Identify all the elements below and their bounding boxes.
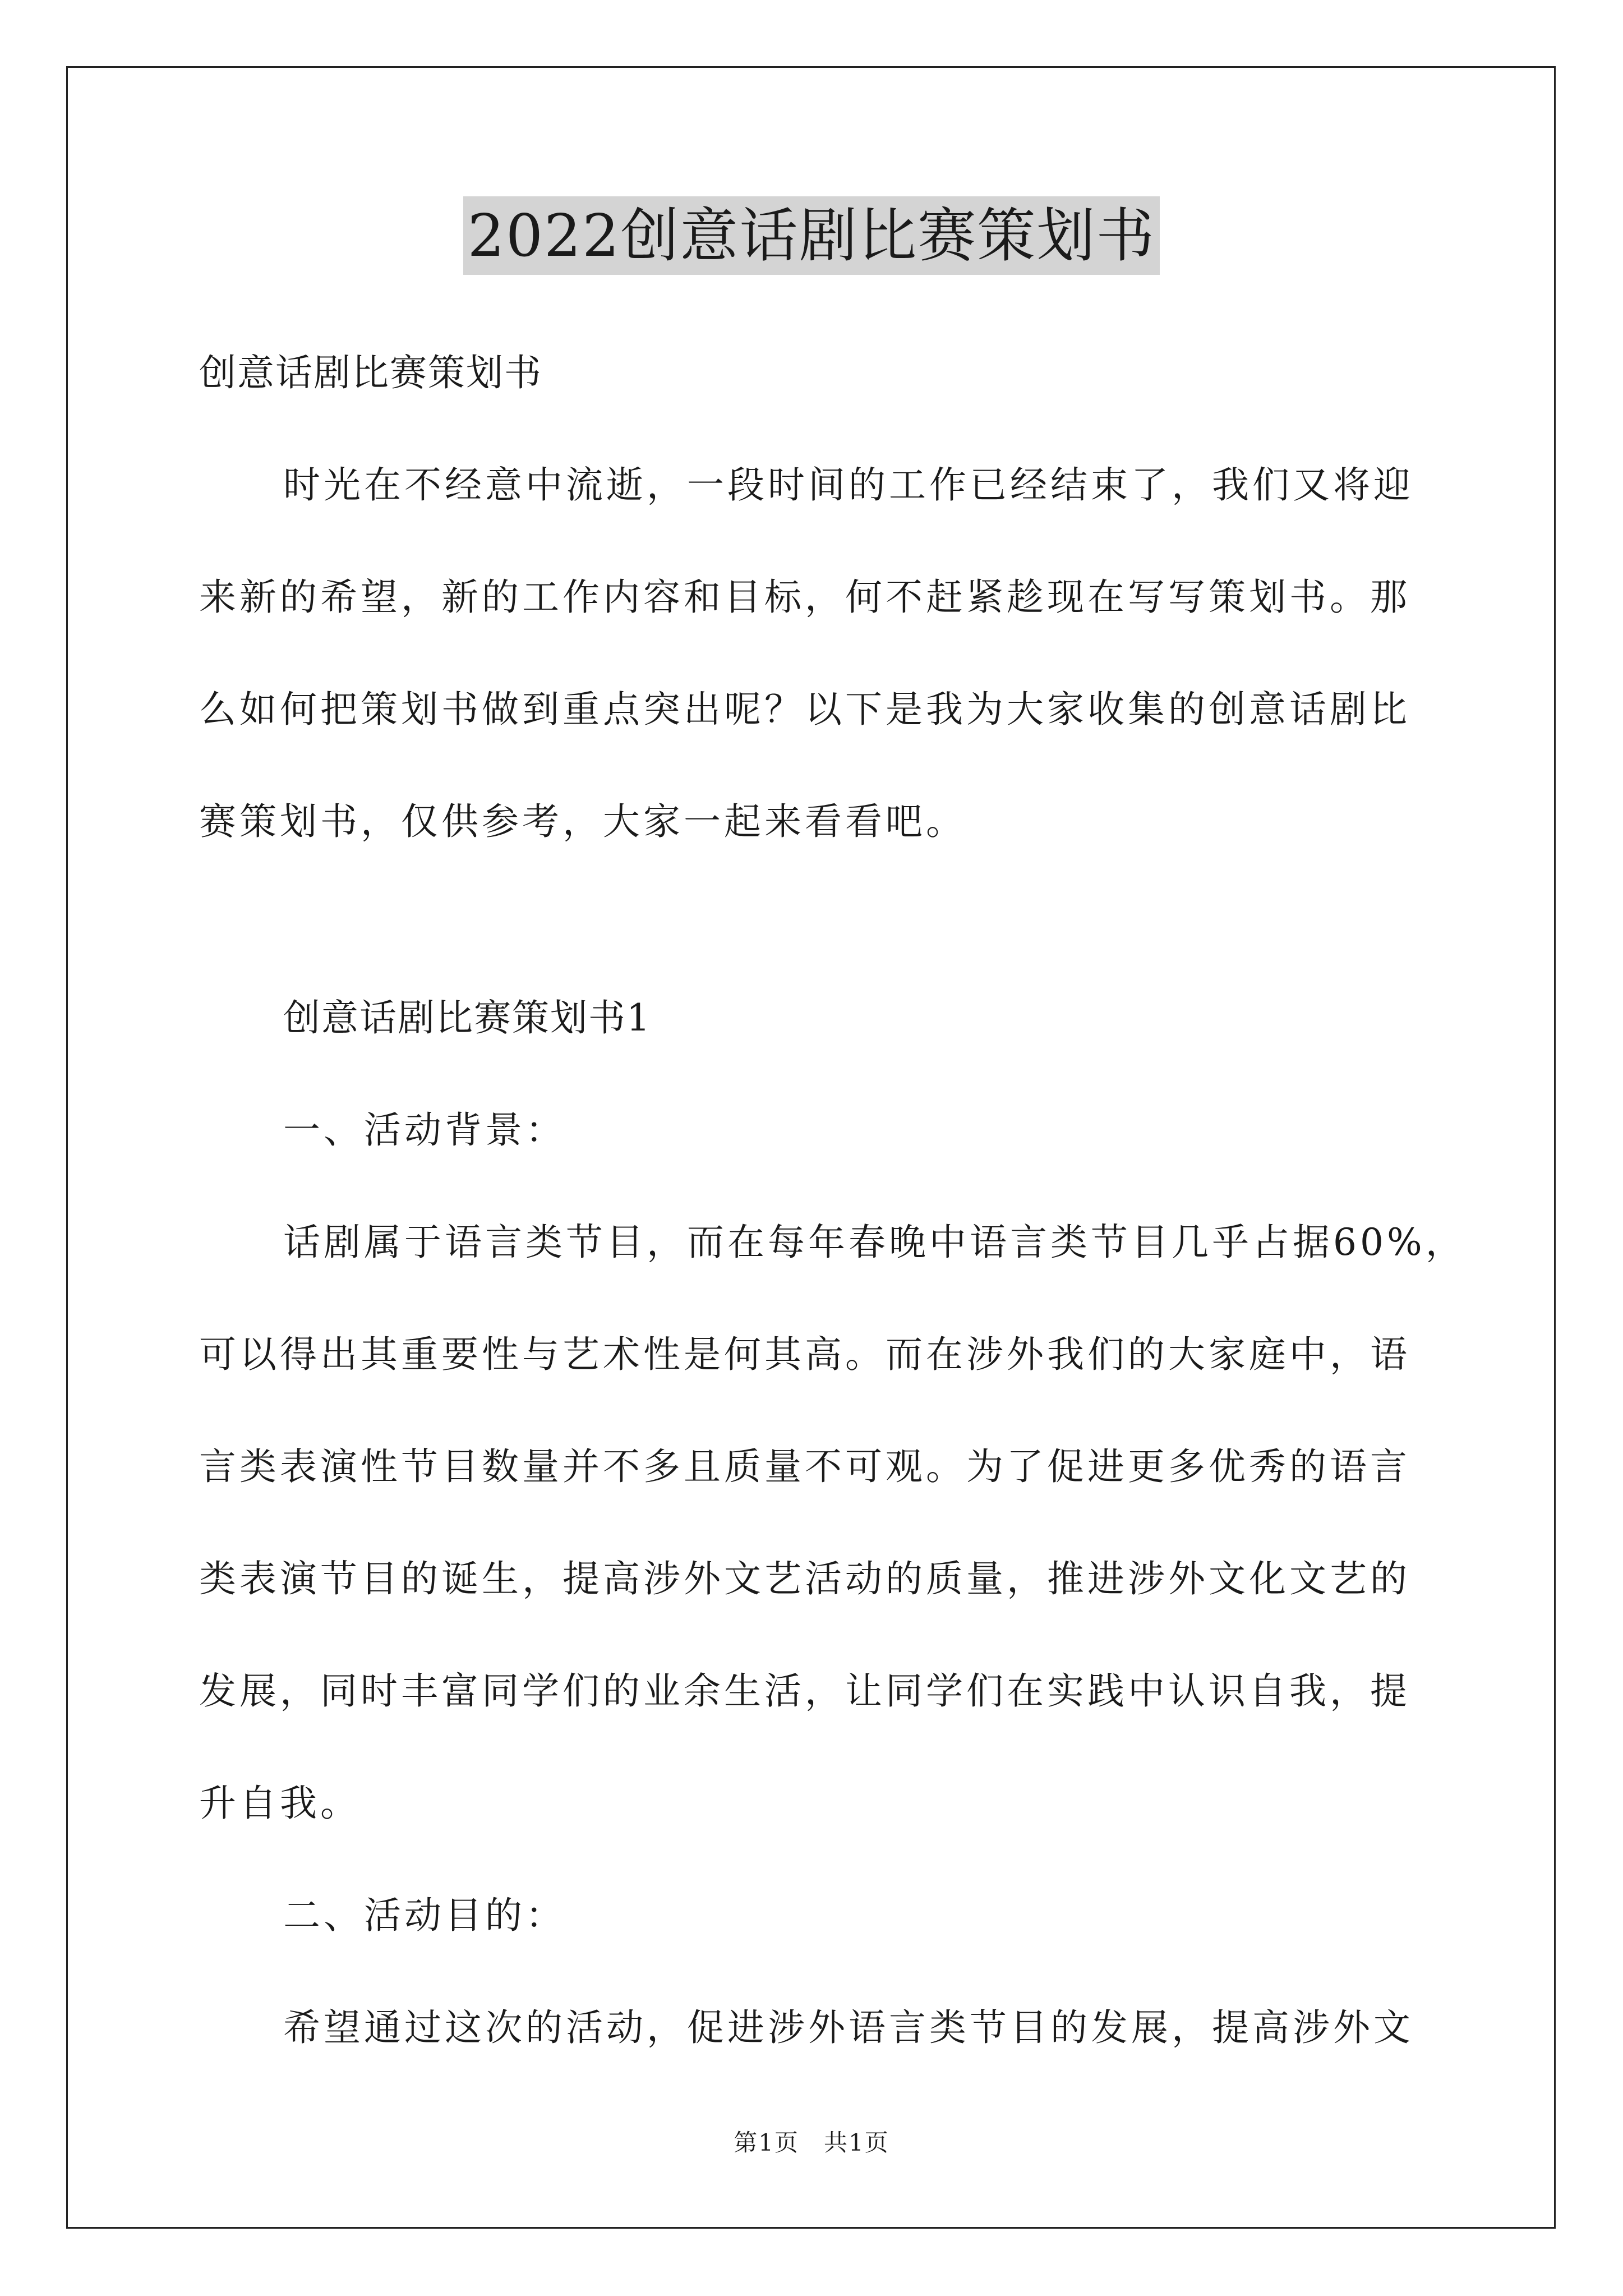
background-line-2: 可以得出其重要性与艺术性是何其高。而在涉外我们的大家庭中，语 xyxy=(199,1333,1410,1376)
heading-background: 一、活动背景： xyxy=(283,1108,566,1152)
page-footer: 第1页 共1页 xyxy=(734,2129,889,2156)
background-line-1: 话剧属于语言类节目，而在每年春晚中语言类节目几乎占据60%， xyxy=(283,1221,1466,1264)
purpose-line-1: 希望通过这次的活动，促进涉外语言类节目的发展，提高涉外文 xyxy=(283,2006,1414,2049)
intro-line-4: 赛策划书，仅供参考，大家一起来看看吧。 xyxy=(199,800,966,843)
background-line-4: 类表演节目的诞生，提高涉外文艺活动的质量，推进涉外文化文艺的 xyxy=(199,1557,1410,1600)
document-title: 2022创意话剧比赛策划书 xyxy=(463,196,1160,275)
heading-purpose: 二、活动目的： xyxy=(283,1894,566,1937)
background-line-6: 升自我。 xyxy=(199,1782,361,1825)
section-title: 创意话剧比赛策划书1 xyxy=(283,996,651,1039)
intro-line-3: 么如何把策划书做到重点突出呢？以下是我为大家收集的创意话剧比 xyxy=(199,688,1410,731)
intro-line-2: 来新的希望，新的工作内容和目标，何不赶紧趁现在写写策划书。那 xyxy=(199,576,1410,619)
title-container xyxy=(0,196,1623,275)
background-line-3: 言类表演性节目数量并不多且质量不可观。为了促进更多优秀的语言 xyxy=(199,1445,1410,1488)
document-subtitle: 创意话剧比赛策划书 xyxy=(199,351,542,394)
background-line-5: 发展，同时丰富同学们的业余生活，让同学们在实践中认识自我，提 xyxy=(199,1669,1410,1713)
intro-line-1: 时光在不经意中流逝，一段时间的工作已经结束了，我们又将迎 xyxy=(283,463,1414,507)
